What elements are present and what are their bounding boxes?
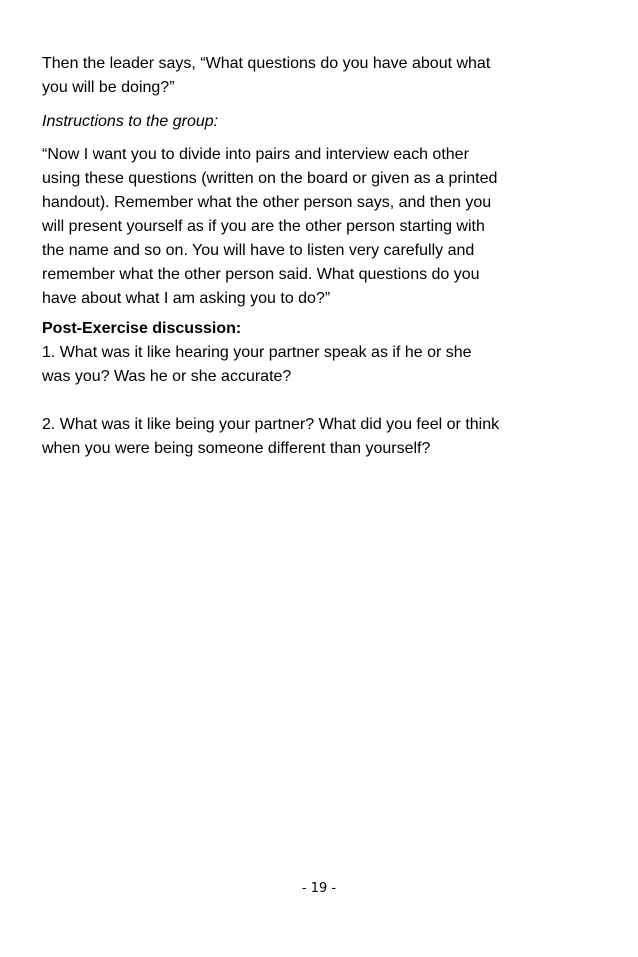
text-line: the name and so on. You will have to listen very carefully and — [42, 242, 475, 259]
leader-says-paragraph — [42, 52, 562, 100]
text-line: have about what I am asking you to do?” — [42, 290, 331, 307]
question-2-paragraph — [42, 413, 562, 461]
question-1-paragraph — [42, 341, 562, 389]
instructions-paragraph — [42, 143, 562, 311]
page-number: - 19 - — [301, 881, 337, 896]
text-line: will present yourself as if you are the other person starting with — [42, 218, 485, 235]
text-line: was you? Was he or she accurate? — [42, 368, 292, 385]
paragraph-spacer — [42, 389, 562, 413]
text-line: remember what the other person said. What questions do you — [42, 266, 480, 283]
text-line: 1. What was it like hearing your partner speak as if he or she — [42, 344, 472, 361]
instructions-heading: Instructions to the group: — [42, 113, 219, 130]
text-line: Then the leader says, “What questions do you have about what — [42, 55, 491, 72]
discussion-heading: Post-Exercise discussion: — [42, 320, 242, 337]
text-line: when you were being someone different than yourself? — [42, 440, 431, 457]
text-line: you will be doing?” — [42, 79, 175, 96]
text-line: “Now I want you to divide into pairs and interview each other — [42, 146, 469, 163]
text-line: using these questions (written on the board or given as a printed — [42, 170, 498, 187]
page-body — [42, 52, 562, 461]
text-line: handout). Remember what the other person says, and then you — [42, 194, 492, 211]
text-line: 2. What was it like being your partner? What did you feel or think — [42, 416, 500, 433]
